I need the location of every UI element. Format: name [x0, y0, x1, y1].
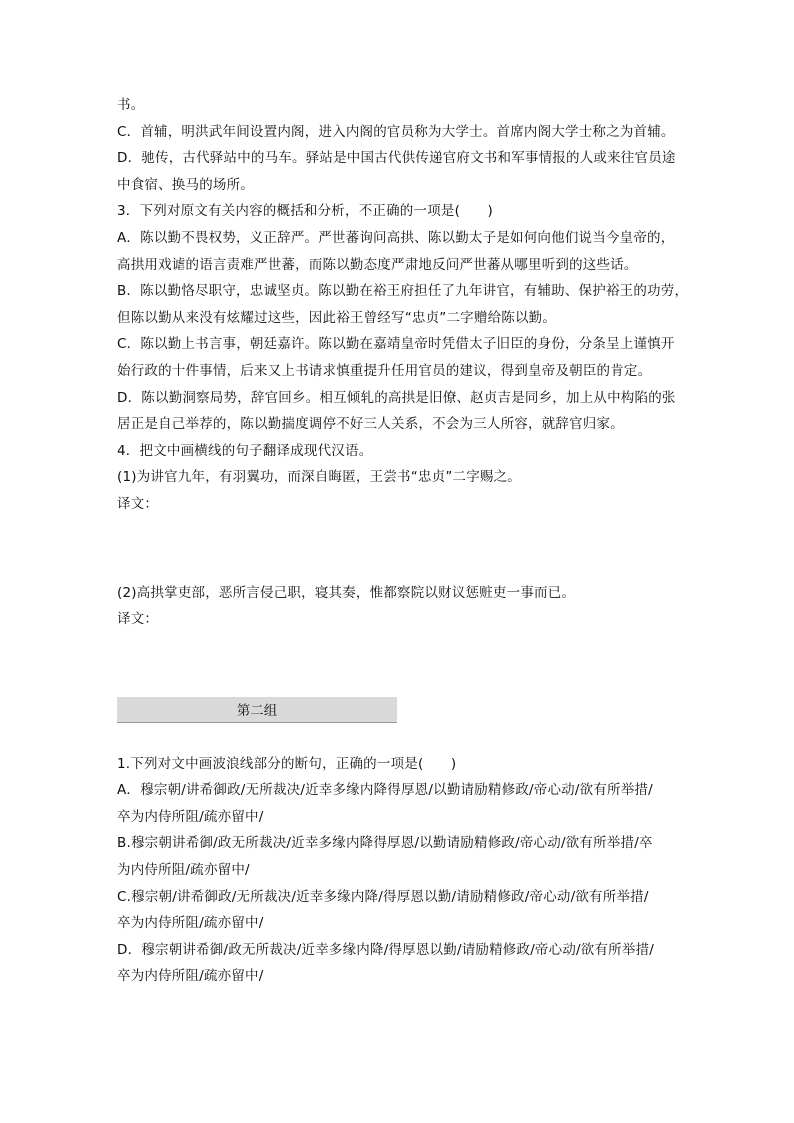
- option-c-line: C．陈以勤上书言事，朝廷嘉许。陈以勤在嘉靖皇帝时凭借太子旧臣的身份，分条呈上谨慎开: [117, 336, 675, 353]
- text-line: 卒为内侍所阻/疏亦留中/: [117, 808, 264, 825]
- text-line: 卒为内侍所阻/疏亦留中/: [117, 968, 264, 985]
- option-c-line: C.穆宗朝/讲希御政/无所裁决/近幸多缘内降/得厚恩以勤/请励精修政/帝心动/欲有所举措/: [117, 888, 649, 905]
- question-block-top: [117, 92, 689, 518]
- option-a-line: A．穆宗朝/讲希御政/无所裁决/近幸多缘内降得厚恩/以勤请励精修政/帝心动/欲有所举措/: [117, 782, 653, 799]
- option-d-line: D．穆宗朝讲希御/政无所裁决/近幸多缘内降/得厚恩以勤/请励精修政/帝心动/欲有所举措/: [117, 941, 655, 958]
- option-b-line: B.穆宗朝讲希御/政无所裁决/近幸多缘内降得厚恩/以勤请励精修政/帝心动/欲有所举措/卒: [117, 835, 653, 852]
- section-title: 第二组: [236, 703, 278, 720]
- document-page: [117, 92, 689, 990]
- text-line: 但陈以勤从来没有炫耀过这些，因此裕王曾经写“忠贞”二字赠给陈以勤。: [117, 309, 557, 326]
- q4-part1-sentence: (1)为讲官九年，有羽翼功，而深自晦匿，王尝书“忠贞”二字赐之。: [117, 469, 522, 486]
- translation-label: 译文：: [117, 611, 159, 628]
- question-4-stem: 4．把文中画横线的句子翻译成现代汉语。: [117, 442, 373, 459]
- question-3-stem: 3．下列对原文有关内容的概括和分析，不正确的一项是( ): [117, 203, 493, 220]
- question-1-stem: 1.下列对文中画波浪线部分的断句，正确的一项是( ): [117, 755, 457, 772]
- answer-space: [117, 633, 681, 691]
- text-line: 书。: [117, 97, 145, 113]
- option-c-line: C．首辅，明洪武年间设置内阁，进入内阁的官员称为大学士。首席内阁大学士称之为首辅。: [117, 123, 675, 140]
- q4-part2-sentence: (2)高拱掌吏部，恶所言侵己职，寝其奏，惟都察院以财议惩赃吏一事而已。: [117, 584, 576, 601]
- text-line: 高拱用戏谑的语言责难严世蕃，而陈以勤态度严肃地反问严世蕃从哪里听到的这些话。: [117, 256, 638, 273]
- text-line: 卒为内侍所阻/疏亦留中/: [117, 915, 264, 932]
- text-line: 居正是自己举荐的，陈以勤揣度调停不好三人关系，不会为三人所容，就辞官归家。: [117, 416, 624, 433]
- option-b-line: B．陈以勤恪尽职守，忠诚坚贞。陈以勤在裕王府担任了九年讲官，有辅助、保护裕王的功劳，: [117, 283, 689, 300]
- question-block-bottom: [117, 751, 681, 990]
- section-header: [117, 697, 397, 723]
- translation-label: 译文：: [117, 495, 159, 512]
- option-a-line: A．陈以勤不畏权势，义正辞严。严世蕃询问高拱、陈以勤太子是如何向他们说当今皇帝的，: [117, 229, 675, 246]
- option-d-line: D．驰传，古代驿站中的马车。驿站是中国古代供传递官府文书和军事情报的人或来往官员途: [117, 150, 676, 167]
- text-line: 始行政的十件事情，后来又上书请求慎重提升任用官员的建议，得到皇帝及朝臣的肯定。: [117, 362, 652, 379]
- answer-space: [117, 518, 681, 580]
- text-line: 中食宿、换马的场所。: [117, 176, 254, 193]
- option-d-line: D．陈以勤洞察局势，辞官回乡。相互倾轧的高拱是旧僚、赵贞吉是同乡，加上从中构陷的张: [117, 389, 676, 406]
- text-line: 为内侍所阻/疏亦留中/: [117, 862, 250, 879]
